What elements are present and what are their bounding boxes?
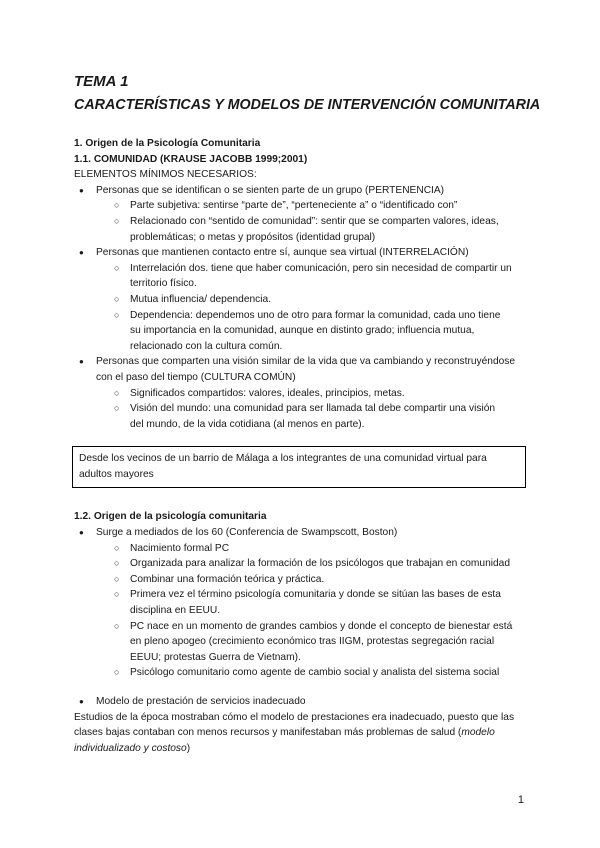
text-line: en pleno apogeo (crecimiento económico tras IIGM, protestas segregación racial: [130, 636, 495, 648]
text-line: ● Personas que comparten una visión similar de la vida que va cambiando y reconstruyéndose: [96, 356, 516, 368]
bullet-interrelacion: ● Personas que mantienen contacto entre sí, aunque sea virtual (INTERRELACIÓN): [74, 245, 534, 261]
subbullet-agente-cambio: ○ Psicólogo comunitario como agente de cambio social y analista del sistema social: [74, 665, 534, 681]
section-1-heading: 1. Origen de la Psicología Comunitaria: [74, 138, 261, 149]
text-line: ○ Dependencia: dependemos uno de otro para formar la comunidad, cada uno tiene: [130, 309, 501, 321]
subbullet-formacion: ○ Combinar una formación teórica y práctica.: [74, 572, 534, 588]
text-line: relacionado con la cultura común.: [130, 340, 283, 352]
text-run: ): [186, 742, 191, 754]
text-line: con el paso del tiempo (CULTURA COMÚN): [96, 371, 296, 383]
section-1-1-heading: 1.1. COMUNIDAD (KRAUSE JACOBB 1999;2001): [74, 153, 308, 165]
text-line: [74, 725, 534, 741]
doc-title: TEMA 1: [74, 73, 129, 90]
text-line: ○ PC nace en un momento de grandes cambios y donde el concepto de bienestar está: [130, 620, 513, 632]
text-line: ○ Visión del mundo: una comunidad para ser llamada tal debe compartir una visión: [130, 403, 496, 415]
doc-subtitle: CARACTERÍSTICAS Y MODELOS DE INTERVENCIÓN COMUNITARIA: [74, 97, 541, 113]
bullet-pertenencia: ● Personas que se identifican o se sienten parte de un grupo (PERTENENCIA): [74, 183, 534, 199]
subbullet-primera-vez: [74, 587, 534, 618]
text-line: disciplina en EEUU.: [130, 605, 221, 617]
text-line: Desde los vecinos de un barrio de Málaga a los integrantes de una comunidad virtual para: [79, 453, 487, 465]
subbullet-mutua-influencia: ○ Mutua influencia/ dependencia.: [74, 292, 534, 308]
text-line: ○ Primera vez el término psicología comunitaria y donde se sitúan las bases de esta: [130, 589, 501, 601]
bullet-swampscott: ● Surge a mediados de los 60 (Conferencia de Swampscott, Boston): [74, 525, 534, 541]
text-line: ○ Interrelación dos. tiene que haber comunicación, pero sin necesidad de compartir un: [130, 262, 512, 274]
elements-intro: ELEMENTOS MÍNIMOS NECESARIOS:: [74, 169, 257, 181]
text-line: EEUU; protestas Guerra de Vietnam).: [130, 651, 301, 663]
example-box: [72, 446, 526, 488]
text-line: territorio físico.: [130, 278, 197, 290]
text-line: adultos mayores: [79, 468, 154, 480]
subbullet-vision-mundo: [74, 401, 534, 432]
page-number: 1: [517, 794, 524, 806]
text-run: clases bajas contaban con menos recursos y manifestaban más problemas de salud (: [74, 727, 462, 739]
text-line: problemáticas; o metas y propósitos (identidad grupal): [130, 231, 376, 243]
subbullet-parte-subjetiva: ○ Parte subjetiva: sentirse “parte de”, “perteneciente a” o “identificado con”: [74, 198, 534, 214]
italic-run: individualizado y costoso: [74, 742, 187, 754]
text-line: Estudios de la época mostraban cómo el modelo de prestaciones era inadecuado, puesto que las: [74, 711, 515, 723]
subbullet-sentido-comunidad: [74, 214, 534, 245]
text-line: su importancia en la comunidad, aunque en distinto grado; influencia mutua,: [130, 325, 475, 337]
paragraph-estudios: [74, 710, 534, 757]
italic-run: modelo: [461, 727, 495, 739]
text-line: [74, 741, 534, 757]
subbullet-comunicacion: [74, 261, 534, 292]
text-line: del mundo, de la vida cotidiana (al menos en parte).: [130, 418, 365, 430]
subbullet-dependencia: [74, 308, 534, 355]
bullet-modelo-prestacion: ● Modelo de prestación de servicios inadecuado: [74, 694, 534, 710]
subbullet-organizada: ○ Organizada para analizar la formación de los psicólogos que trabajan en comunidad: [74, 556, 534, 572]
text-line: ○ Relacionado con “sentido de comunidad”: sentir que se comparten valores, ideas,: [130, 215, 499, 227]
section-1-2-heading: 1.2. Origen de la psicología comunitaria: [74, 511, 267, 523]
bullet-cultura-comun: [74, 354, 534, 385]
subbullet-significados: ○ Significados compartidos: valores, ideales, principios, metas.: [74, 386, 534, 402]
section-1: [74, 136, 534, 432]
spacer: [74, 681, 534, 694]
subbullet-bienestar: [74, 619, 534, 666]
subbullet-nacimiento: ○ Nacimiento formal PC: [74, 541, 534, 557]
section-1-2: [74, 509, 534, 756]
page-content: [74, 72, 541, 756]
